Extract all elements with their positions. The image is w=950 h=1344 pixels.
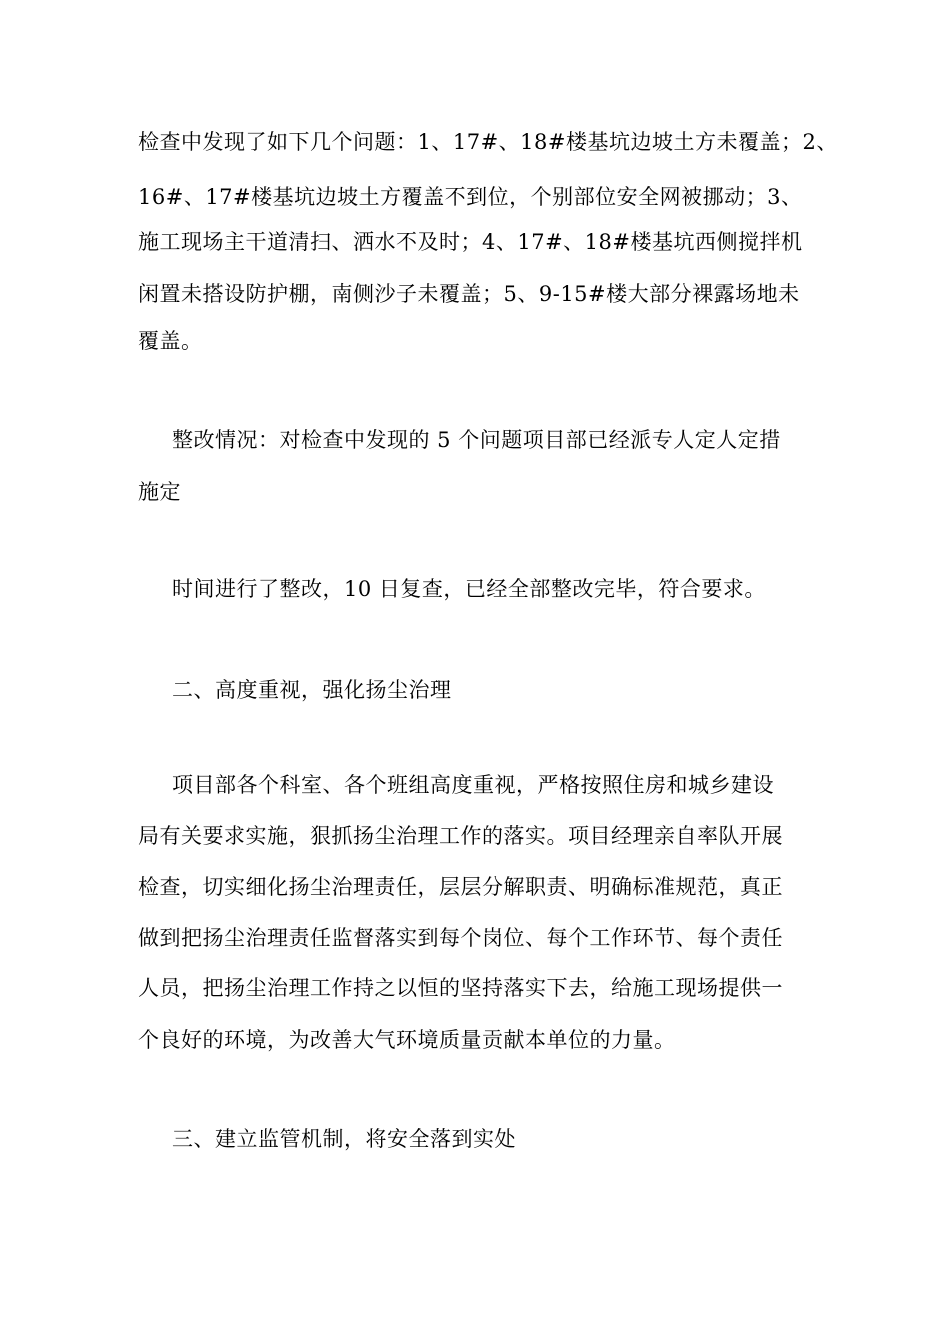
text-line: 时间进行了整改，10 日复查，已经全部整改完毕，符合要求。: [172, 577, 766, 601]
text-line: 整改情况：对检查中发现的 5 个问题项目部已经派专人定人定措: [172, 428, 781, 452]
text-line: 施定: [138, 480, 181, 504]
text-line: 闲置未搭设防护棚，南侧沙子未覆盖；5、9-15#楼大部分裸露场地未: [138, 282, 800, 306]
text-line: 人员，把扬尘治理工作持之以恒的坚持落实下去，给施工现场提供一: [138, 976, 783, 1000]
text-line: 检查，切实细化扬尘治理责任，层层分解职责、明确标准规范，真正: [138, 875, 783, 899]
text-line: 检查中发现了如下几个问题：1、17#、18#楼基坑边坡土方未覆盖；2、: [138, 130, 838, 154]
text-line: 施工现场主干道清扫、洒水不及时；4、17#、18#楼基坑西侧搅拌机: [138, 230, 803, 254]
text-line: 覆盖。: [138, 329, 203, 353]
text-line: 做到把扬尘治理责任监督落实到每个岗位、每个工作环节、每个责任: [138, 926, 783, 950]
section-heading-3: 三、建立监管机制，将安全落到实处: [172, 1127, 516, 1151]
text-line: 项目部各个科室、各个班组高度重视，严格按照住房和城乡建设: [172, 773, 774, 797]
text-line: 局有关要求实施，狠抓扬尘治理工作的落实。项目经理亲自率队开展: [138, 824, 783, 848]
text-line: 个良好的环境，为改善大气环境质量贡献本单位的力量。: [138, 1028, 676, 1052]
section-heading-2: 二、高度重视，强化扬尘治理: [172, 678, 452, 702]
text-line: 16#、17#楼基坑边坡土方覆盖不到位，个别部位安全网被挪动；3、: [138, 185, 803, 209]
